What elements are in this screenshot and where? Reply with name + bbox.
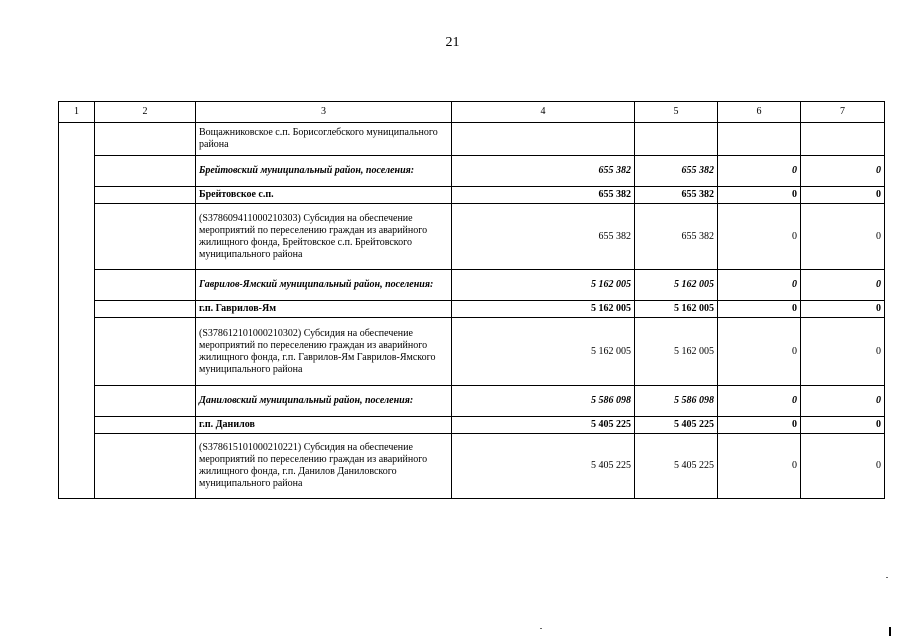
amount-cell: 0 <box>718 417 801 434</box>
amount-cell: 5 162 005 <box>635 318 718 386</box>
amount-cell: 5 586 098 <box>635 386 718 417</box>
amount-cell: 0 <box>718 187 801 204</box>
amount-cell: 0 <box>718 204 801 270</box>
amount-cell <box>635 123 718 156</box>
column-header: 2 <box>95 102 196 123</box>
amount-cell: 655 382 <box>635 204 718 270</box>
amount-cell: 0 <box>718 318 801 386</box>
table-row <box>59 156 885 187</box>
amount-cell: 0 <box>718 270 801 301</box>
table-row <box>59 434 885 499</box>
code-cell <box>95 386 196 417</box>
scan-speck <box>540 628 542 629</box>
table-row <box>59 270 885 301</box>
amount-cell: 5 405 225 <box>452 417 635 434</box>
description-cell: г.п. Данилов <box>196 417 452 434</box>
code-cell <box>95 301 196 318</box>
table-row <box>59 386 885 417</box>
column-header: 4 <box>452 102 635 123</box>
amount-cell: 0 <box>801 434 885 499</box>
amount-cell <box>718 123 801 156</box>
amount-cell: 0 <box>801 270 885 301</box>
budget-table <box>58 101 885 499</box>
description-cell: Гаврилов-Ямский муниципальный район, поселения: <box>196 270 452 301</box>
amount-cell: 0 <box>801 204 885 270</box>
description-cell: (S378615101000210221) Субсидия на обеспечение мероприятий по переселению граждан из аварийного жилищного фонда, г.п. Данилов Даниловского муниципального района <box>196 434 452 499</box>
amount-cell: 655 382 <box>452 204 635 270</box>
table-row <box>59 123 885 156</box>
scan-mark <box>889 627 891 636</box>
code-cell <box>95 204 196 270</box>
column-header: 6 <box>718 102 801 123</box>
amount-cell <box>452 123 635 156</box>
amount-cell: 5 162 005 <box>452 318 635 386</box>
code-cell <box>95 270 196 301</box>
amount-cell: 5 405 225 <box>635 417 718 434</box>
code-cell <box>95 417 196 434</box>
amount-cell: 0 <box>718 386 801 417</box>
description-cell: (S378609411000210303) Субсидия на обеспечение мероприятий по переселению граждан из аварийного жилищного фонда, Брейтовское с.п. Брейтовского муниципального района <box>196 204 452 270</box>
code-cell <box>95 434 196 499</box>
table-row <box>59 204 885 270</box>
page-number: 21 <box>445 35 460 50</box>
description-cell: (S378612101000210302) Субсидия на обеспечение мероприятий по переселению граждан из аварийного жилищного фонда, г.п. Гаврилов-Ям Гаврилов-Ямского муниципального района <box>196 318 452 386</box>
amount-cell: 655 382 <box>452 156 635 187</box>
table-row <box>59 187 885 204</box>
table-row <box>59 417 885 434</box>
amount-cell: 0 <box>718 156 801 187</box>
amount-cell: 0 <box>718 434 801 499</box>
amount-cell: 655 382 <box>635 187 718 204</box>
code-cell <box>95 123 196 156</box>
column-header: 1 <box>59 102 95 123</box>
code-cell <box>95 318 196 386</box>
description-cell: Брейтовский муниципальный район, поселения: <box>196 156 452 187</box>
amount-cell: 5 405 225 <box>452 434 635 499</box>
amount-cell: 5 162 005 <box>635 301 718 318</box>
amount-cell: 0 <box>801 318 885 386</box>
description-cell: г.п. Гаврилов-Ям <box>196 301 452 318</box>
column-header: 5 <box>635 102 718 123</box>
amount-cell: 655 382 <box>635 156 718 187</box>
scan-speck <box>886 577 888 578</box>
description-cell: Брейтовское с.п. <box>196 187 452 204</box>
code-cell <box>95 187 196 204</box>
amount-cell: 0 <box>801 386 885 417</box>
table-row <box>59 318 885 386</box>
amount-cell: 0 <box>801 187 885 204</box>
amount-cell: 0 <box>718 301 801 318</box>
amount-cell: 655 382 <box>452 187 635 204</box>
amount-cell: 0 <box>801 301 885 318</box>
column-header: 3 <box>196 102 452 123</box>
amount-cell: 5 162 005 <box>635 270 718 301</box>
amount-cell: 5 405 225 <box>635 434 718 499</box>
merged-column-1-cell <box>59 123 95 499</box>
amount-cell <box>801 123 885 156</box>
amount-cell: 5 586 098 <box>452 386 635 417</box>
code-cell <box>95 156 196 187</box>
table-header-row <box>59 102 885 123</box>
amount-cell: 0 <box>801 156 885 187</box>
description-cell: Вощажниковское с.п. Борисоглебского муниципального района <box>196 123 452 156</box>
description-cell: Даниловский муниципальный район, поселения: <box>196 386 452 417</box>
table-row <box>59 301 885 318</box>
amount-cell: 5 162 005 <box>452 301 635 318</box>
amount-cell: 5 162 005 <box>452 270 635 301</box>
amount-cell: 0 <box>801 417 885 434</box>
column-header: 7 <box>801 102 885 123</box>
